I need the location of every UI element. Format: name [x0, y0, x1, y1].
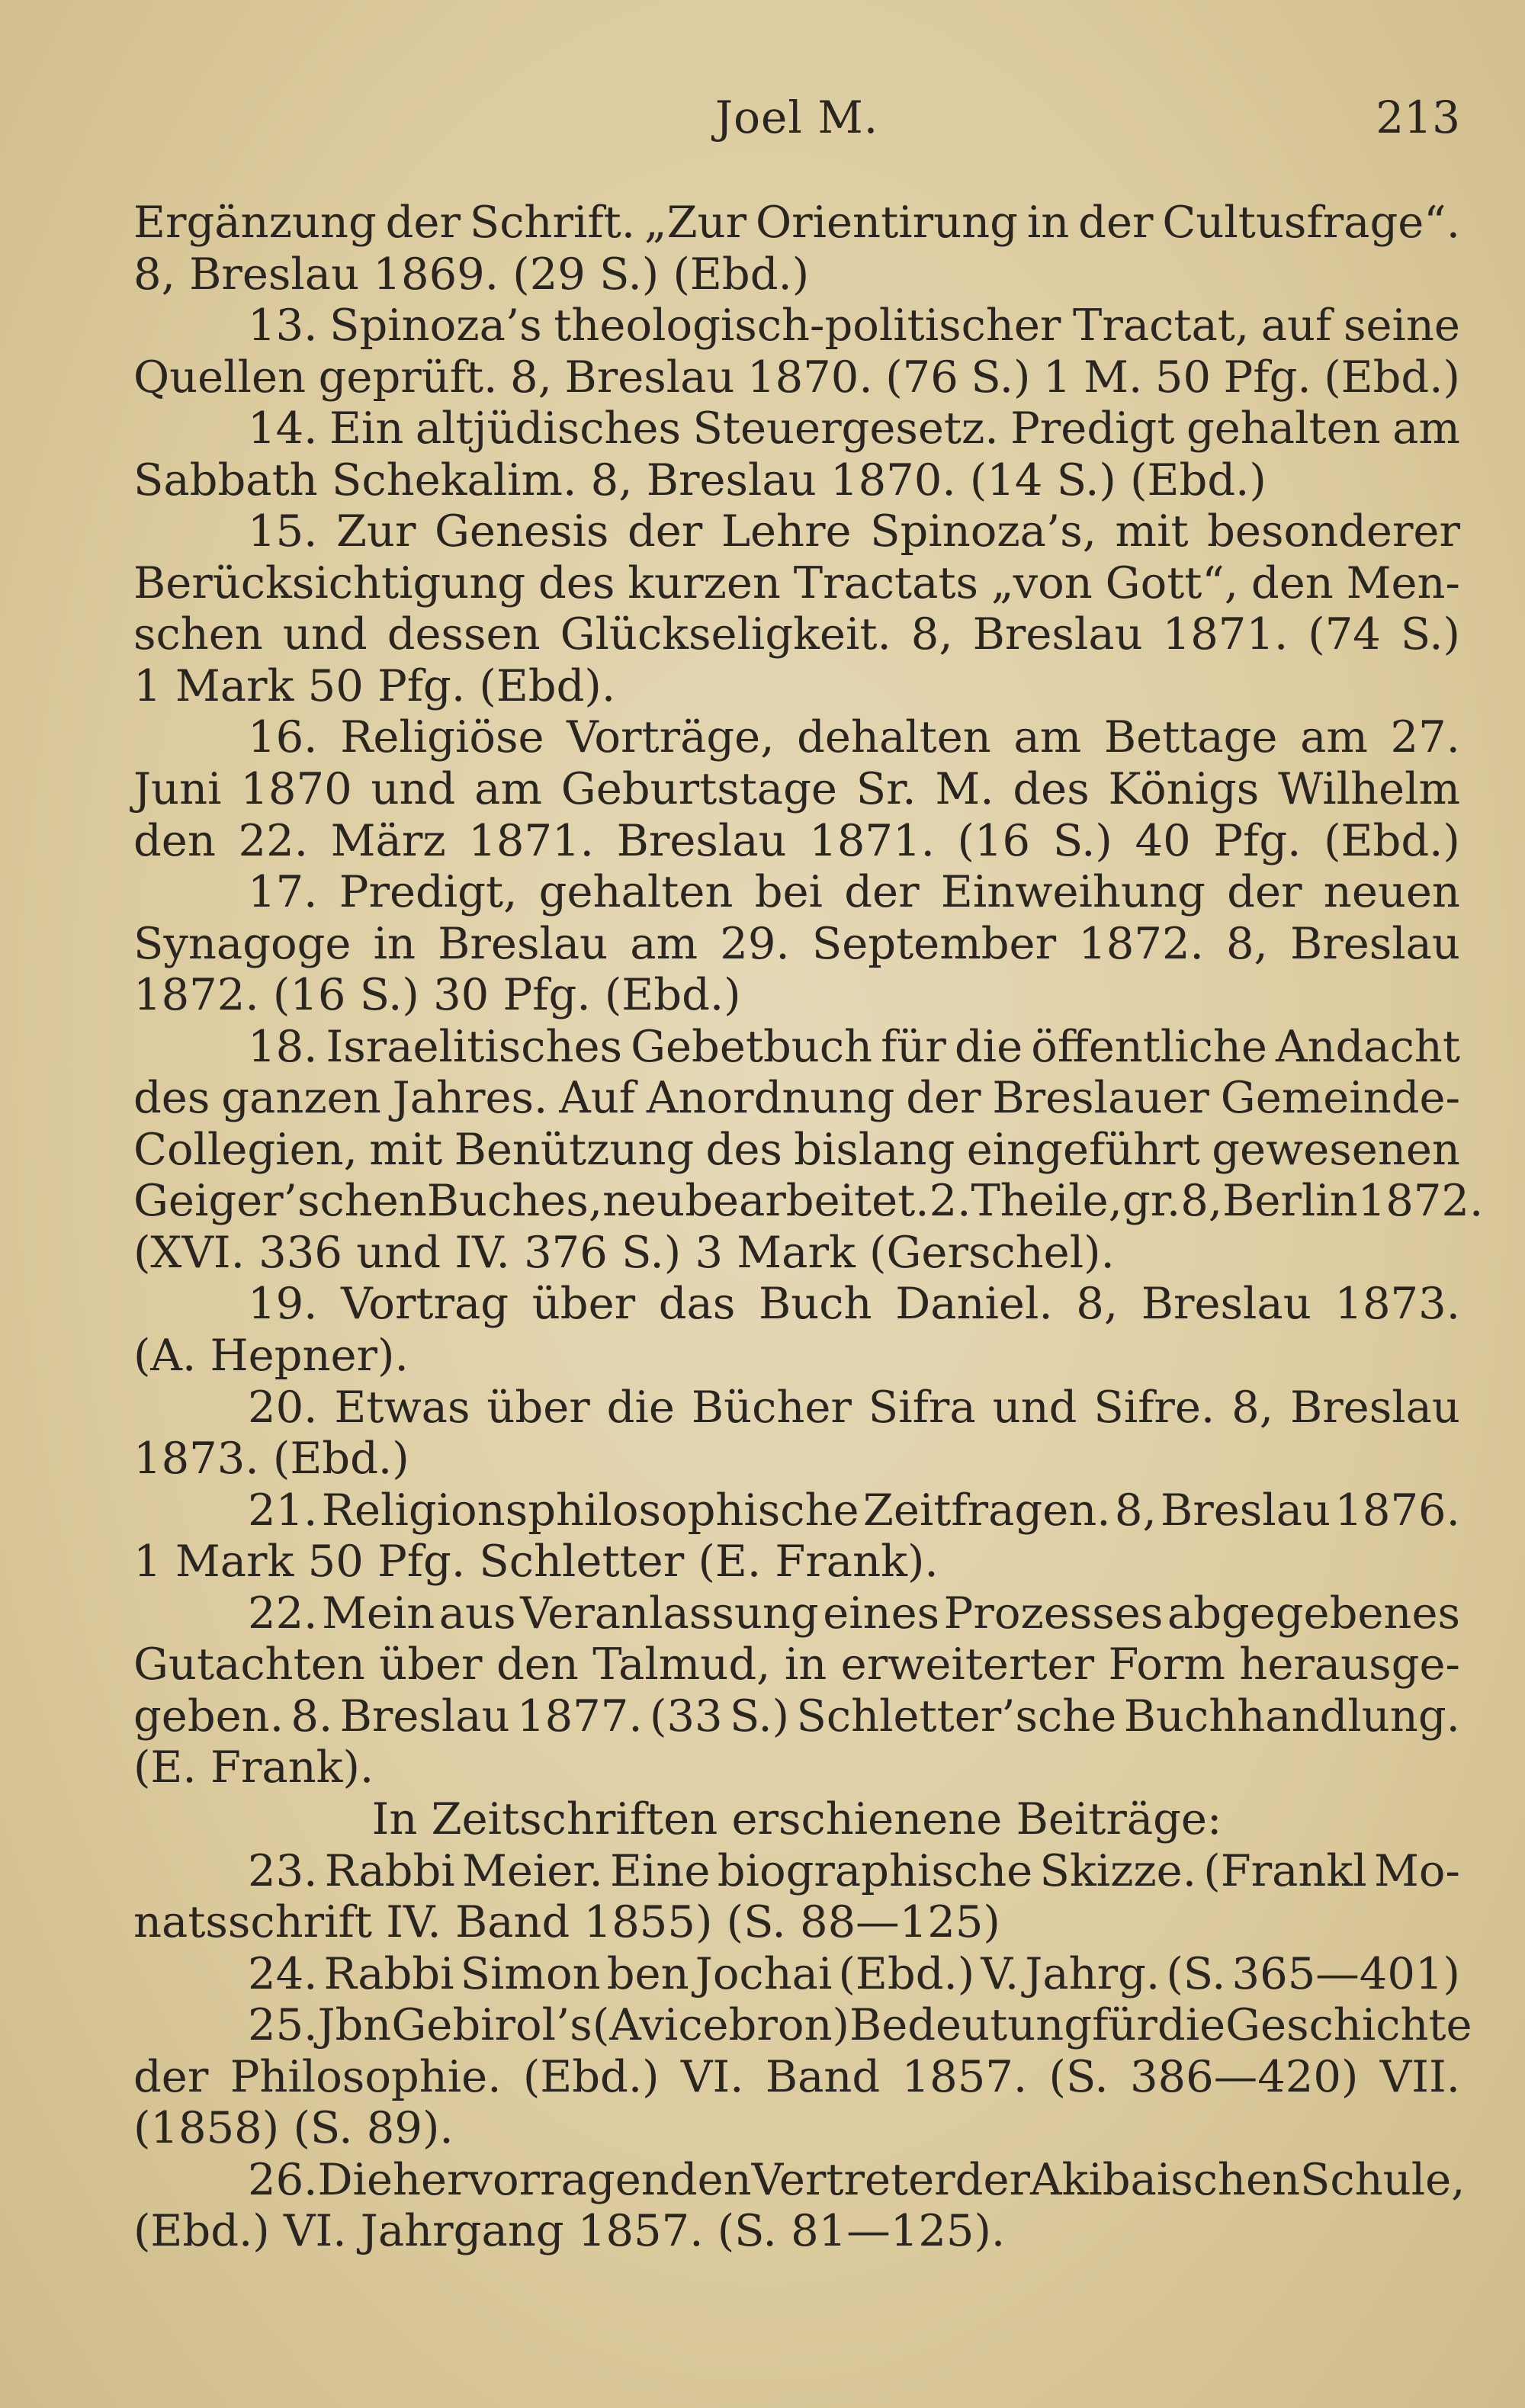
text-line: 16. Religiöse Vorträge, dehalten am Bettage am 27. [248, 711, 1460, 763]
running-title: Joel M. [714, 92, 879, 143]
text-line: schen und dessen Glückseligkeit. 8, Breslau 1871. (74 S.) [133, 608, 1460, 660]
text-line: 15. Zur Genesis der Lehre Spinoza’s, mit besonderer [248, 506, 1460, 557]
text-line: (A. Hepner). [133, 1330, 409, 1382]
page-header [133, 92, 1460, 153]
text-line: 17. Predigt, gehalten bei der Einweihung der neuen [248, 866, 1460, 918]
text-line: In Zeitschriften erschienene Beiträge: [371, 1793, 1222, 1845]
text-line: 22. Mein aus Veranlassung eines Prozesses abgegebenes [248, 1587, 1460, 1639]
text-line: Geiger’schen Buches, neu bearbeitet. 2. Theile, gr. 8, Berlin 1872. [133, 1175, 1484, 1227]
text-line: geben. 8. Breslau 1877. (33 S.) Schletter’sche Buchhandlung. [133, 1690, 1460, 1742]
text-line: Ergänzung der Schrift. „Zur Orientirung in der Cultusfrage“. [133, 197, 1460, 248]
text-line: 18. Israelitisches Gebetbuch für die öffentliche Andacht [248, 1020, 1460, 1072]
text-line: Synagoge in Breslau am 29. September 1872. 8, Breslau [133, 917, 1460, 969]
text-line: 1 Mark 50 Pfg. (Ebd). [133, 660, 616, 711]
text-line: den 22. März 1871. Breslau 1871. (16 S.) 40 Pfg. (Ebd.) [133, 814, 1460, 866]
text-line: 20. Etwas über die Bücher Sifra und Sifre. 8, Breslau [248, 1381, 1460, 1433]
text-line: 24. Rabbi Simon ben Jochai (Ebd.) V. Jahrg. (S. 365—401) [248, 1947, 1460, 1999]
text-line: (1858) (S. 89). [133, 2102, 454, 2154]
text-line: natsschrift IV. Band 1855) (S. 88—125) [133, 1896, 1000, 1948]
text-line: 25. Jbn Gebirol’s (Avicebron) Bedeutung für die Geschichte [248, 1999, 1472, 2051]
text-line: 1873. (Ebd.) [133, 1433, 409, 1485]
text-line: (Ebd.) VI. Jahrgang 1857. (S. 81—125). [133, 2205, 1006, 2257]
text-line: Sabbath Schekalim. 8, Breslau 1870. (14 S.) (Ebd.) [133, 454, 1267, 506]
page-number: 213 [1376, 92, 1460, 143]
text-line: 14. Ein altjüdisches Steuergesetz. Predigt gehalten am [248, 403, 1460, 454]
text-line: Juni 1870 und am Geburtstage Sr. M. des Königs Wilhelm [133, 763, 1460, 815]
body-text [133, 197, 1484, 2257]
text-line: Collegien, mit Benützung des bislang eingeführt gewesenen [133, 1123, 1460, 1175]
text-line: 19. Vortrag über das Buch Daniel. 8, Breslau 1873. [248, 1278, 1460, 1330]
text-line: 1 Mark 50 Pfg. Schletter (E. Frank). [133, 1536, 939, 1588]
text-line: des ganzen Jahres. Auf Anordnung der Breslauer Gemeinde- [133, 1072, 1460, 1124]
text-line: Berücksichtigung des kurzen Tractats „von Gott“, den Men- [133, 557, 1460, 608]
text-line: 13. Spinoza’s theologisch-politischer Tractat, auf seine [248, 300, 1460, 352]
text-line: 1872. (16 S.) 30 Pfg. (Ebd.) [133, 969, 741, 1021]
text-line: (XVI. 336 und IV. 376 S.) 3 Mark (Gerschel). [133, 1226, 1115, 1278]
text-line: Gutachten über den Talmud, in erweiterter Form herausge- [133, 1639, 1460, 1690]
text-line: (E. Frank). [133, 1742, 374, 1793]
text-line: Quellen geprüft. 8, Breslau 1870. (76 S.) 1 M. 50 Pfg. (Ebd.) [133, 351, 1460, 403]
text-line: 23. Rabbi Meier. Eine biographische Skizze. (Frankl Mo- [248, 1845, 1460, 1896]
text-line: 8, Breslau 1869. (29 S.) (Ebd.) [133, 248, 810, 300]
text-line: 21. Religionsphilosophische Zeitfragen. 8, Breslau 1876. [248, 1484, 1460, 1536]
text-line: der Philosophie. (Ebd.) VI. Band 1857. (S. 386—420) VII. [133, 2050, 1460, 2102]
text-line: 26. Die hervorragenden Vertreter der Akibaischen Schule, [248, 2153, 1466, 2205]
